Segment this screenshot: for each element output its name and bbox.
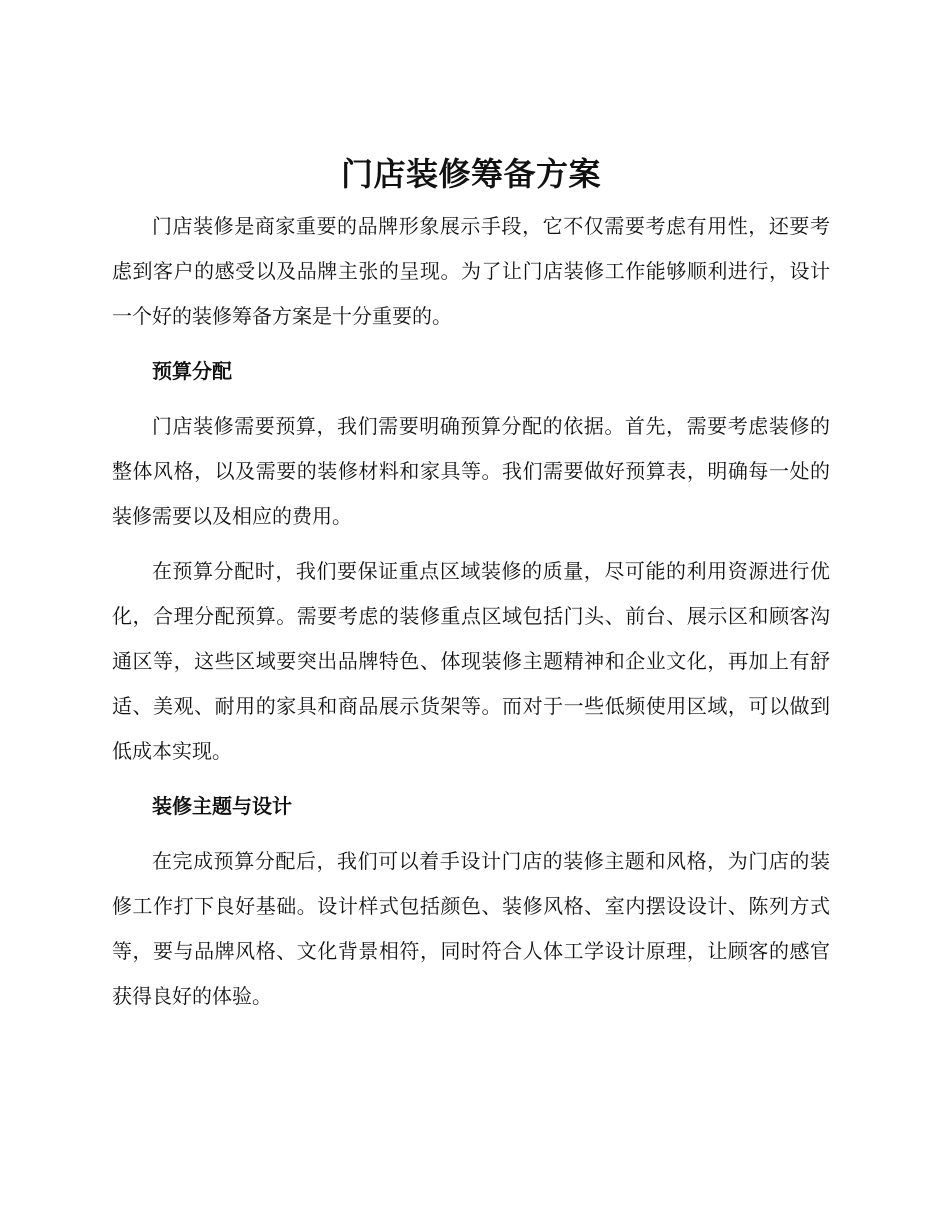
theme-design-paragraph-1: 在完成预算分配后，我们可以着手设计门店的装修主题和风格，为门店的装修工作打下良好基础。设计样式包括颜色、装修风格、室内摆设设计、陈列方式等，要与品牌风格、文化背景相符，同时符合人体工学设计原理，让顾客的感官获得良好的体验。 [112, 849, 830, 1008]
document-body [112, 148, 830, 1029]
budget-paragraph-1: 门店装修需要预算，我们需要明确预算分配的依据。首先，需要考虑装修的整体风格，以及需要的装修材料和家具等。我们需要做好预算表，明确每一处的装修需要以及相应的费用。 [112, 414, 830, 528]
section-heading-theme-design: 装修主题与设计 [152, 794, 292, 818]
document-title: 门店装修筹备方案 [340, 155, 601, 193]
budget-paragraph-2: 在预算分配时，我们要保证重点区域装修的质量，尽可能的利用资源进行优化，合理分配预算。需要考虑的装修重点区域包括门头、前台、展示区和顾客沟通区等，这些区域要突出品牌特色、体现装修主题精神和企业文化，再加上有舒适、美观、耐用的家具和商品展示货架等。而对于一些低频使用区域，可以做到低成本实现。 [112, 559, 830, 763]
intro-paragraph: 门店装修是商家重要的品牌形象展示手段，它不仅需要考虑有用性，还要考虑到客户的感受以及品牌主张的呈现。为了让门店装修工作能够顺利进行，设计一个好的装修筹备方案是十分重要的。 [112, 214, 830, 328]
section-heading-budget: 预算分配 [152, 359, 232, 383]
